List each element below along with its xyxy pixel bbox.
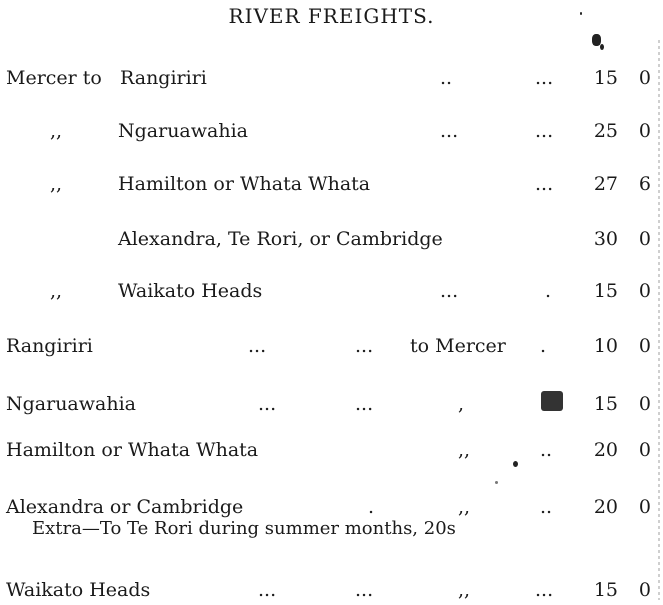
leader-dots: . [368, 496, 375, 518]
pence: 0 [638, 579, 651, 601]
pence: 0 [638, 228, 651, 250]
origin: Mercer to [6, 67, 102, 89]
shillings: 15 [593, 280, 618, 302]
origin: Ngaruawahia [6, 393, 136, 415]
destination: to Mercer [410, 335, 506, 357]
freight-row [0, 331, 663, 361]
leader-dots: ... [440, 280, 459, 302]
shillings: 10 [593, 335, 618, 357]
page-title: RIVER FREIGHTS. [228, 4, 435, 28]
leader-dots: . [545, 280, 552, 302]
ink-speck [600, 44, 604, 50]
leader-dots: ... [258, 393, 277, 415]
ink-blot [541, 391, 563, 411]
origin: Rangiriri [6, 335, 93, 357]
leader-dots: ... [535, 579, 554, 601]
freight-row [0, 63, 663, 93]
pence: 0 [638, 120, 651, 142]
origin: Hamilton or Whata Whata [6, 439, 259, 461]
pence: 0 [638, 393, 651, 415]
ditto-mark: , [458, 393, 465, 415]
pence: 0 [638, 439, 651, 461]
freight-row [0, 169, 663, 199]
origin: Waikato Heads [6, 579, 151, 601]
freight-row [0, 276, 663, 306]
leader-dots: ... [248, 335, 267, 357]
freight-row [0, 435, 663, 465]
leader-dots: ... [355, 335, 374, 357]
origin: Alexandra or Cambridge [6, 496, 244, 518]
pence: 0 [638, 280, 651, 302]
shillings: 20 [593, 439, 618, 461]
destination: Rangiriri [120, 67, 207, 89]
leader-dots: . [540, 335, 547, 357]
ditto-mark: ,, [458, 579, 471, 601]
leader-dots: ... [258, 579, 277, 601]
shillings: 15 [593, 67, 618, 89]
destination: Hamilton or Whata Whata [118, 173, 371, 195]
ditto-mark: ,, [458, 496, 471, 518]
pence: 6 [638, 173, 651, 195]
leader-dots: ... [535, 67, 554, 89]
freight-row [0, 116, 663, 146]
shillings: 20 [593, 496, 618, 518]
leader-dots: .. [440, 67, 453, 89]
shillings: 15 [593, 393, 618, 415]
pence: 0 [638, 335, 651, 357]
destination: Waikato Heads [118, 280, 263, 302]
freight-row [0, 389, 663, 419]
ink-speck [580, 12, 582, 15]
leader-dots: .. [540, 439, 553, 461]
footnote: Extra—To Te Rori during summer months, 20s [32, 518, 456, 539]
leader-dots: .. [540, 496, 553, 518]
shillings: 30 [593, 228, 618, 250]
leader-dots: ... [355, 579, 374, 601]
leader-dots: ... [535, 173, 554, 195]
freight-row [0, 575, 663, 605]
ink-speck [513, 461, 518, 467]
leader-dots: ... [535, 120, 554, 142]
freight-row [0, 224, 663, 254]
leader-dots: ... [355, 393, 374, 415]
ditto-mark: ,, [50, 173, 63, 195]
ditto-mark: ,, [50, 280, 63, 302]
ditto-mark: ,, [458, 439, 471, 461]
ink-speck [495, 481, 498, 484]
destination: Ngaruawahia [118, 120, 248, 142]
pence: 0 [638, 496, 651, 518]
destination: Alexandra, Te Rori, or Cambridge [118, 228, 443, 250]
shillings: 25 [593, 120, 618, 142]
shillings: 27 [593, 173, 618, 195]
pence: 0 [638, 67, 651, 89]
leader-dots: ... [440, 120, 459, 142]
ditto-mark: ,, [50, 120, 63, 142]
shillings: 15 [593, 579, 618, 601]
